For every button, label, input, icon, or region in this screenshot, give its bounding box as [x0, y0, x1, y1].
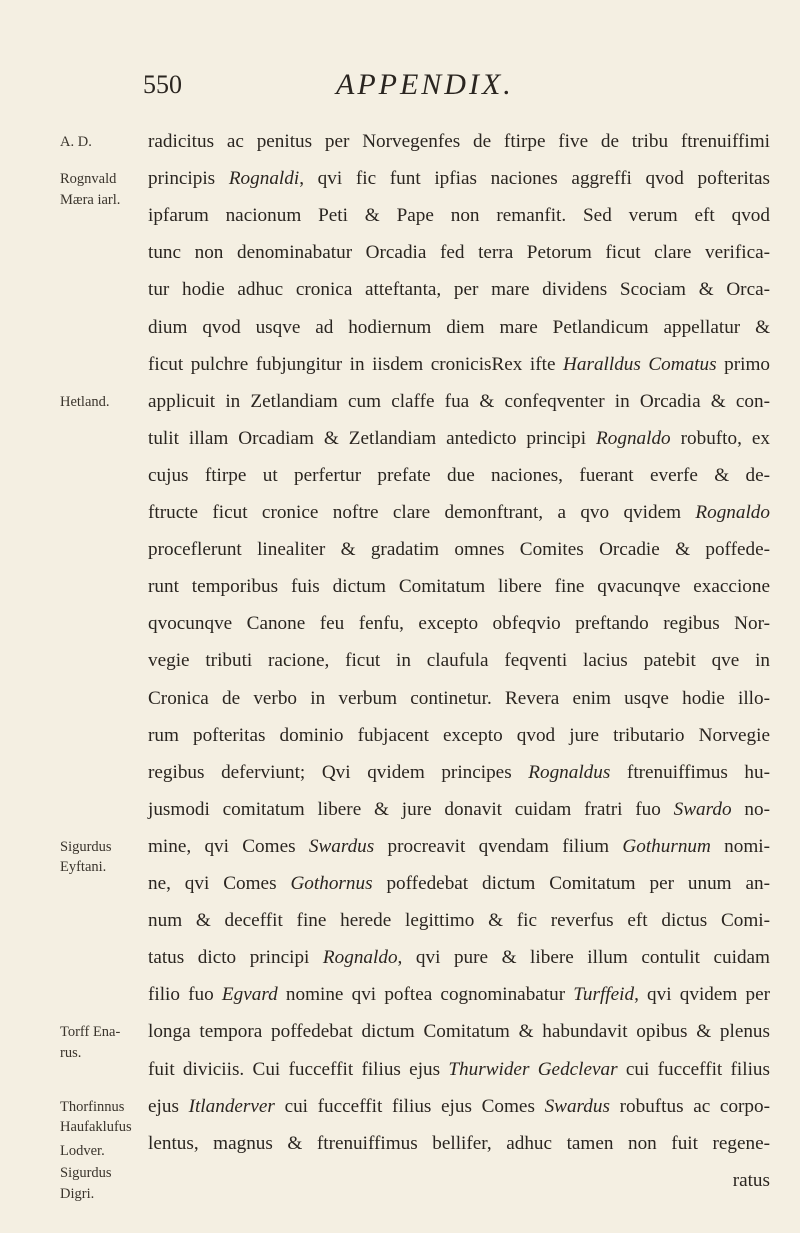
text-run: ejus: [148, 1095, 189, 1117]
margin-note: Haufaklufus: [60, 1119, 132, 1135]
text-line: [148, 1018, 770, 1046]
margin-note: Lodver.: [60, 1143, 105, 1160]
text-run: principis: [148, 168, 229, 190]
text-run: longa tempora poffedebat dictum Comitatum & habundavit opibus & plenus: [148, 1021, 770, 1043]
italic-name: Turffeid: [573, 984, 635, 1006]
italic-name: Gothornus: [290, 873, 373, 894]
text-line: [148, 351, 770, 379]
text-line: [148, 165, 770, 193]
text-line: [148, 722, 770, 750]
italic-name: Rognaldo: [322, 947, 398, 969]
text-line: [148, 499, 770, 527]
margin-note: A. D.: [60, 134, 92, 150]
text-run: ftructe ficut cronice noftre clare demonftrant, a qvo qvidem: [148, 502, 696, 523]
text-run: ficut pulchre fubjungitur in iisdem cronicisRex ifte: [148, 353, 564, 375]
text-run: nomi-: [710, 835, 770, 857]
text-line: [148, 833, 770, 861]
margin-note: Sigurdus: [60, 1165, 112, 1182]
text-run: qvocunqve Canone feu fenfu, excepto obfeqvio preftando regibus Nor-: [148, 613, 770, 635]
text-line: [148, 1130, 770, 1158]
page-header: [0, 70, 800, 110]
italic-name: Rognaldo: [596, 427, 671, 449]
text-line: [148, 610, 770, 638]
text-run: ipfarum nacionum Peti & Pape non remanfit. Sed verum eft qvod: [148, 205, 770, 227]
text-line: [148, 425, 770, 453]
text-line: [148, 388, 770, 416]
text-run: tunc non denominabatur Orcadia fed terra Petorum ficut clare verifica-: [148, 242, 770, 264]
text-run: lentus, magnus & ftrenuiffimus bellifer, adhuc tamen non fuit regene-: [148, 1132, 770, 1154]
text-run: mine, qvi Comes: [148, 835, 309, 857]
italic-name: Haralldus Comatus: [563, 353, 717, 375]
italic-name: Swardo: [673, 798, 732, 820]
margin-note: Rognvald: [60, 171, 117, 188]
text-line: [148, 759, 770, 787]
italic-name: Swardus: [308, 835, 375, 857]
text-line: [148, 944, 770, 972]
text-run: ftrenuiffimus hu-: [610, 761, 770, 783]
text-line: [148, 1056, 770, 1084]
text-run: tatus dicto principi: [148, 947, 323, 969]
text-run: regibus deferviunt; Qvi qvidem principes: [148, 761, 529, 783]
text-line: [148, 573, 770, 601]
text-run: procreavit qvendam filium: [374, 835, 623, 857]
text-run: Cronica de verbo in verbum continetur. Revera enim usqve hodie illo-: [148, 687, 770, 709]
text-run: cujus ftirpe ut perfertur prefate due naciones, fuerant everfe & de-: [148, 464, 770, 486]
text-line: [148, 536, 770, 564]
text-line: [148, 870, 770, 898]
text-line: [148, 239, 770, 267]
italic-name: Swardus: [544, 1095, 610, 1117]
margin-note: Mæra iarl.: [60, 191, 121, 208]
text-run: , qvi pure & libere illum contulit cuidam: [397, 947, 770, 969]
text-run: dium qvod usqve ad hodiernum diem mare Petlandicum appellatur &: [148, 316, 770, 338]
margin-note: rus.: [60, 1044, 82, 1061]
margin-note: Thorfinnus: [60, 1098, 125, 1115]
text-run: filio fuo: [148, 984, 222, 1006]
italic-name: Thurwider Gedclevar: [448, 1058, 618, 1080]
text-run: cui fucceffit filius: [617, 1058, 770, 1080]
text-run: radicitus ac penitus per Norvegenfes de ftirpe five de tribu ftrenuiffimi: [148, 131, 770, 152]
running-head: APPENDIX.: [336, 68, 514, 101]
text-line: [148, 981, 770, 1009]
margin-note: Torff Ena-: [60, 1024, 121, 1041]
text-run: , qvi qvidem per: [634, 984, 770, 1006]
text-run: jusmodi comitatum libere & jure donavit cuidam fratri fuo: [148, 798, 674, 820]
text-line: [148, 462, 770, 490]
italic-name: Rognaldus: [528, 761, 611, 783]
italic-name: Rognaldi: [228, 168, 300, 190]
text-line: [148, 314, 770, 342]
text-run: runt temporibus fuis dictum Comitatum libere fine qvacunqve exaccione: [148, 576, 770, 598]
text-line: [148, 128, 770, 156]
margin-note: Eyftani.: [60, 859, 107, 876]
text-line: [148, 907, 770, 935]
text-run: tulit illam Orcadiam & Zetlandiam antedicto principi: [148, 427, 597, 449]
text-run: applicuit in Zetlandiam cum claffe fua & confeqventer in Orcadia & con-: [148, 390, 770, 412]
text-line: [148, 202, 770, 230]
text-run: , qvi fic funt ipfias naciones aggreffi qvod pofteritas: [299, 168, 770, 190]
text-run: proceflerunt linealiter & gradatim omnes Comites Orcadie & poffede-: [148, 539, 770, 561]
italic-name: Rognaldo: [695, 502, 770, 523]
text-run: ne, qvi Comes: [148, 873, 291, 894]
text-run: poffedebat dictum Comitatum per unum an-: [372, 873, 771, 894]
text-run: robuftus ac corpo-: [609, 1095, 770, 1117]
text-run: nomine qvi poftea cognominabatur: [277, 984, 574, 1006]
margin-note: Sigurdus: [60, 838, 112, 855]
catchword: ratus: [732, 1169, 770, 1191]
page-number: 550: [143, 70, 182, 99]
text-run: cui fucceffit filius ejus Comes: [274, 1095, 545, 1117]
text-line: [148, 276, 770, 304]
text-run: num & deceffit fine herede legittimo & fic reverfus eft dictus Comi-: [148, 910, 770, 932]
text-run: rum pofteritas dominio fubjacent excepto qvod jure tributario Norvegie: [148, 724, 770, 746]
margin-note: Hetland.: [60, 393, 110, 410]
italic-name: Gothurnum: [622, 835, 711, 857]
text-run: fuit diviciis. Cui fucceffit filius ejus: [148, 1058, 449, 1080]
text-line: [148, 647, 770, 675]
text-line: [148, 796, 770, 824]
text-line: [148, 1093, 770, 1121]
margin-note: Digri.: [60, 1185, 95, 1202]
text-run: primo: [716, 353, 770, 375]
text-run: no-: [731, 798, 770, 820]
text-run: vegie tributi racione, ficut in claufula feqventi lacius patebit qve in: [148, 650, 770, 672]
text-run: robufto, ex: [670, 427, 770, 449]
text-run: tur hodie adhuc cronica atteftanta, per mare dividens Scociam & Orca-: [148, 279, 770, 301]
italic-name: Itlanderver: [188, 1095, 275, 1117]
text-line: [148, 685, 770, 713]
italic-name: Egvard: [221, 984, 278, 1006]
